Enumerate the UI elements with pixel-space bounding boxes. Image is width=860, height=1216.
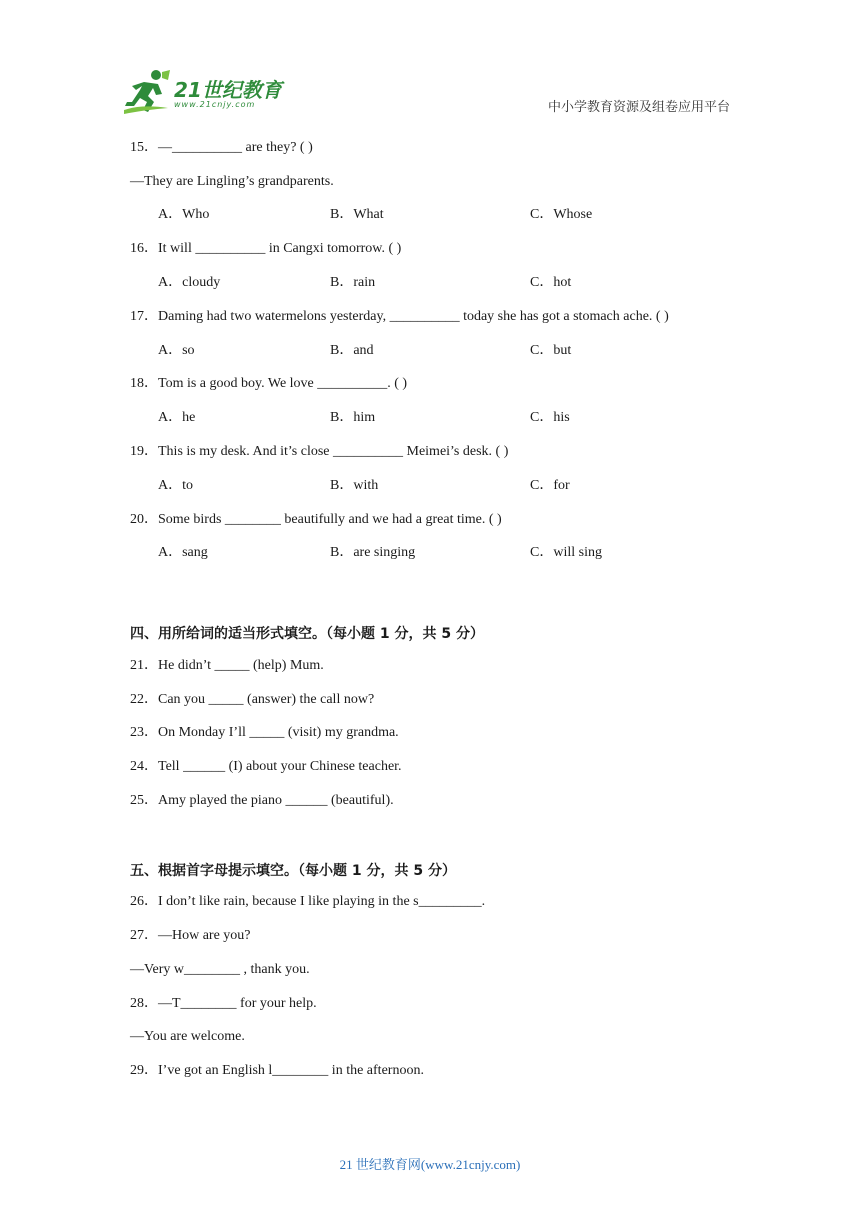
option-c: C．hot [530, 275, 572, 290]
option-b: B．What [330, 207, 384, 222]
fill-item: —Very w________ , thank you. [130, 962, 310, 977]
option-b: B．with [330, 478, 379, 493]
question-extra: —They are Lingling’s grandparents. [130, 174, 334, 189]
option-a: A．sang [158, 545, 208, 560]
fill-item: 29．I’ve got an English l________ in the afternoon. [130, 1063, 424, 1078]
fill-item: 27．—How are you? [130, 928, 251, 943]
page-header [0, 0, 860, 130]
option-a: A．so [158, 343, 195, 358]
option-b: B．rain [330, 275, 376, 290]
fill-item: 25．Amy played the piano ______ (beautiful). [130, 793, 394, 808]
section-title: 五、根据首字母提示填空。（每小题 1 分，共 5 分） [130, 863, 456, 879]
section-title: 四、用所给词的适当形式填空。（每小题 1 分，共 5 分） [130, 626, 484, 642]
fill-item: 22．Can you _____ (answer) the call now? [130, 692, 375, 707]
question-stem: 18．Tom is a good boy. We love __________. ( ) [130, 376, 408, 391]
question-options [158, 274, 758, 292]
logo-text: 21世纪教育 [174, 78, 282, 102]
question-options [158, 409, 758, 427]
question-stem: 15．—__________ are they? ( ) [130, 140, 313, 155]
question-options [158, 544, 758, 562]
option-a: A．Who [158, 207, 210, 222]
option-a: A．he [158, 410, 196, 425]
question-stem: 17．Daming had two watermelons yesterday, __________ today she has got a stomach ache. ( ) [130, 309, 669, 324]
option-a: A．cloudy [158, 275, 221, 290]
fill-item: —You are welcome. [130, 1029, 245, 1044]
option-c: C．for [530, 478, 570, 493]
option-b: B．him [330, 410, 376, 425]
option-c: C．but [530, 343, 572, 358]
option-c: C．Whose [530, 207, 593, 222]
question-options [158, 477, 758, 495]
option-b: B．and [330, 343, 374, 358]
question-stem: 16．It will __________ in Cangxi tomorrow. ( ) [130, 241, 402, 256]
fill-item: 23．On Monday I’ll _____ (visit) my grandma. [130, 725, 399, 740]
fill-item: 26．I don’t like rain, because I like playing in the s_________. [130, 894, 486, 909]
platform-title: 中小学教育资源及组卷应用平台 [547, 100, 730, 115]
option-a: A．to [158, 478, 193, 493]
option-c: C．his [530, 410, 570, 425]
option-c: C．will sing [530, 545, 602, 560]
question-options [158, 206, 758, 224]
page-footer[interactable]: 21 世纪教育网(www.21cnjy.com) [339, 1157, 521, 1172]
option-b: B．are singing [330, 545, 416, 560]
fill-item: 24．Tell ______ (I) about your Chinese teacher. [130, 759, 402, 774]
question-stem: 20．Some birds ________ beautifully and we had a great time. ( ) [130, 512, 502, 527]
question-stem: 19．This is my desk. And it’s close __________ Meimei’s desk. ( ) [130, 444, 509, 459]
question-options [158, 342, 758, 360]
fill-item: 28．—T________ for your help. [130, 996, 317, 1011]
logo-url: www.21cnjy.com [174, 100, 256, 109]
runner-icon [122, 68, 172, 116]
fill-item: 21．He didn’t _____ (help) Mum. [130, 658, 324, 673]
site-logo[interactable] [122, 68, 292, 116]
